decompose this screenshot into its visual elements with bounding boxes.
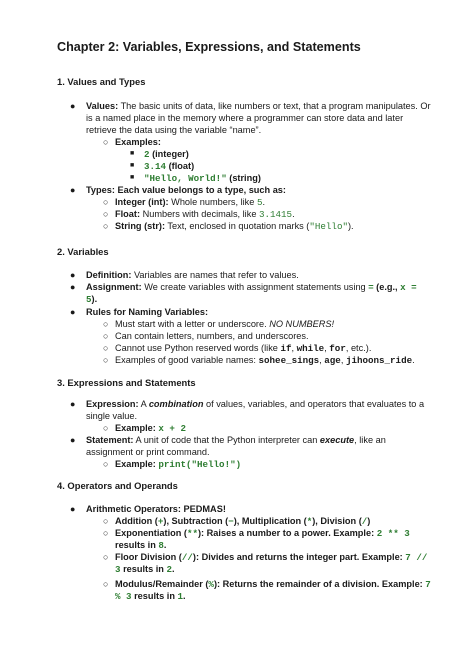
- operator-example-code: 2 ** 3: [376, 528, 410, 539]
- bullet-square: ■: [130, 162, 135, 169]
- punct: ,: [291, 343, 297, 353]
- bullet-filled: ●: [70, 270, 76, 280]
- types-heading: Types: Each value belongs to a type, such as:: [86, 185, 286, 195]
- statement-text: , like an: [354, 435, 386, 445]
- example-integer-type: (integer): [149, 149, 189, 159]
- bullet-square: ■: [130, 150, 135, 157]
- punct: .: [262, 197, 266, 207]
- punct: .: [412, 355, 415, 365]
- example-integer-value: 2: [144, 149, 150, 160]
- statement-text: A unit of code that the Python interpreter can: [133, 435, 320, 445]
- type-integer-label: Integer (int):: [115, 197, 169, 207]
- example-string-type: (string): [226, 173, 261, 183]
- expression-emphasis: combination: [148, 399, 204, 409]
- operator-code: %: [208, 579, 214, 590]
- operator-text: ): Returns the remainder of a division. Example:: [213, 579, 426, 589]
- bullet-filled: ●: [70, 307, 76, 317]
- variable-example-code: sohee_sings: [258, 355, 320, 366]
- operator-example-code: 7 //: [405, 552, 428, 563]
- statement-label: Statement:: [86, 435, 134, 445]
- assignment-eg: (e.g.,: [373, 282, 401, 292]
- type-integer-code: 5: [256, 197, 263, 208]
- expression-item-line2: single value.: [86, 411, 138, 421]
- example-float-value: 3.14: [144, 161, 167, 172]
- operator-text: results in: [120, 564, 167, 574]
- expression-item: [86, 398, 424, 410]
- bullet-hollow: ○: [103, 137, 109, 147]
- punct: ,: [324, 343, 330, 353]
- example-label: Example:: [115, 423, 159, 433]
- operator-code: //: [181, 552, 193, 563]
- operator-code: *: [306, 516, 313, 527]
- floor-division-item-line2: [115, 563, 175, 576]
- bullet-hollow: ○: [103, 331, 109, 341]
- punct: .: [163, 540, 167, 550]
- assignment-item: [86, 281, 417, 294]
- example-float-type: (float): [166, 161, 195, 171]
- operator-example-code: 3: [115, 564, 121, 575]
- naming-rules-heading: Rules for Naming Variables:: [86, 307, 209, 317]
- expression-text: A: [138, 399, 149, 409]
- bullet-hollow: ○: [103, 579, 109, 589]
- operator-text: ), Division (: [312, 516, 362, 526]
- bullet-filled: ●: [70, 282, 76, 292]
- rule-text: Cannot use Python reserved words (like: [115, 343, 281, 353]
- operator-code: /: [361, 516, 368, 527]
- punct: .: [171, 564, 175, 574]
- variable-example-code: age: [324, 355, 341, 366]
- bullet-filled: ●: [70, 399, 76, 409]
- operator-code: +: [157, 516, 164, 527]
- operator-text: Addition (: [115, 516, 158, 526]
- section-heading-variables: 2. Variables: [57, 246, 109, 257]
- assignment-text: We create variables with assignment statements using: [141, 282, 369, 292]
- bullet-hollow: ○: [103, 528, 109, 538]
- operator-example-code: % 3: [115, 591, 132, 602]
- operator-text: ), Multiplication (: [233, 516, 307, 526]
- expression-label: Expression:: [86, 399, 139, 409]
- punct: .: [183, 591, 186, 601]
- type-integer-text: Whole numbers, like: [168, 197, 257, 207]
- assignment-code: x =: [400, 282, 417, 293]
- operator-text: Exponentiation (: [115, 528, 187, 538]
- section-heading-operators: 4. Operators and Operands: [57, 480, 178, 491]
- operator-result-code: 2: [166, 564, 172, 575]
- expression-text: of values, variables, and operators that evaluates to a: [203, 399, 425, 409]
- naming-rule-1: [115, 318, 334, 330]
- type-string-label: String (str):: [115, 221, 166, 231]
- statement-example-code: print("Hello!"): [158, 459, 242, 470]
- punct: ,: [340, 355, 346, 365]
- bullet-filled: ●: [70, 435, 76, 445]
- type-string-text: Text, enclosed in quotation marks (: [165, 221, 310, 231]
- operator-text: Floor Division (: [115, 552, 182, 562]
- bullet-hollow: ○: [103, 552, 109, 562]
- values-paragraph-line3: retrieve the data using the variable “name”.: [86, 125, 262, 135]
- naming-rule-2: Can contain letters, numbers, and underscores.: [115, 331, 309, 341]
- operator-text: ): [367, 516, 371, 526]
- values-paragraph-line2: is a named place in the memory where a programmer can store data and later: [86, 113, 404, 123]
- type-float-text: Numbers with decimals, like: [140, 209, 259, 219]
- statement-example: [115, 458, 241, 471]
- definition-label: Definition:: [86, 270, 132, 280]
- values-label: Values:: [86, 101, 119, 111]
- statement-item-line2: assignment or print command.: [86, 447, 210, 457]
- operator-code: −: [228, 516, 234, 527]
- bullet-square: ■: [130, 174, 135, 181]
- operator-text: results in: [115, 540, 159, 550]
- arithmetic-operators-heading: Arithmetic Operators: PEDMAS!: [86, 504, 226, 514]
- type-float-label: Float:: [115, 209, 141, 219]
- operator-result-code: 8: [158, 540, 164, 551]
- punct: .: [292, 209, 295, 219]
- expression-example-code: x + 2: [158, 423, 186, 434]
- operator-text: results in: [131, 591, 178, 601]
- bullet-filled: ●: [70, 101, 76, 111]
- type-string: [115, 220, 354, 233]
- operator-text: ): Divides and returns the integer part. Example:: [192, 552, 406, 562]
- bullet-hollow: ○: [103, 221, 109, 231]
- keyword-code: for: [329, 343, 346, 354]
- punct: , etc.).: [345, 343, 372, 353]
- values-paragraph-line1: [86, 100, 431, 112]
- bullet-hollow: ○: [103, 343, 109, 353]
- assignment-label: Assignment:: [86, 282, 142, 292]
- assignment-operator: =: [368, 282, 374, 292]
- punct: ).: [347, 221, 354, 231]
- example-label: Example:: [115, 459, 159, 469]
- operator-text: Modulus/Remainder (: [115, 579, 209, 589]
- operator-text: ), Subtraction (: [163, 516, 229, 526]
- rule-text: Must start with a letter or underscore.: [115, 319, 270, 329]
- bullet-hollow: ○: [103, 423, 109, 433]
- example-string-value: "Hello, World!": [144, 173, 227, 184]
- bullet-hollow: ○: [103, 209, 109, 219]
- examples-label: Examples:: [115, 137, 161, 147]
- bullet-hollow: ○: [103, 459, 109, 469]
- keyword-code: if: [280, 343, 292, 354]
- type-string-code: "Hello": [309, 221, 348, 232]
- bullet-hollow: ○: [103, 197, 109, 207]
- operator-code: **: [186, 528, 198, 539]
- rule-text: Examples of good variable names:: [115, 355, 259, 365]
- variable-example-code: jihoons_ride: [345, 355, 413, 366]
- page-title: Chapter 2: Variables, Expressions, and Statements: [57, 40, 361, 54]
- operator-example-code: 7: [425, 579, 431, 590]
- bullet-filled: ●: [70, 185, 76, 195]
- operator-text: ): Raises a number to a power. Example:: [198, 528, 377, 538]
- type-float-code: 3.1415: [258, 209, 293, 220]
- values-text: The basic units of data, like numbers or text, that a program manipulates. Or: [118, 101, 431, 111]
- bullet-hollow: ○: [103, 319, 109, 329]
- definition-item: [86, 269, 299, 281]
- rule-emphasis: NO NUMBERS!: [269, 319, 335, 329]
- section-heading-expressions: 3. Expressions and Statements: [57, 377, 196, 388]
- assignment-code-value: 5: [86, 294, 92, 305]
- definition-text: Variables are names that refer to values.: [131, 270, 299, 280]
- punct: ).: [91, 294, 98, 304]
- statement-item: [86, 434, 386, 446]
- keyword-code: while: [296, 343, 325, 354]
- operator-result-code: 1: [177, 591, 184, 602]
- bullet-filled: ●: [70, 504, 76, 514]
- punct: ,: [319, 355, 325, 365]
- bullet-hollow: ○: [103, 355, 109, 365]
- statement-emphasis: execute: [319, 435, 355, 445]
- section-heading-values-types: 1. Values and Types: [57, 76, 146, 87]
- bullet-hollow: ○: [103, 516, 109, 526]
- assignment-item-line2: [86, 293, 97, 306]
- naming-rule-4: [115, 354, 415, 367]
- modulus-item-line2: [115, 590, 186, 603]
